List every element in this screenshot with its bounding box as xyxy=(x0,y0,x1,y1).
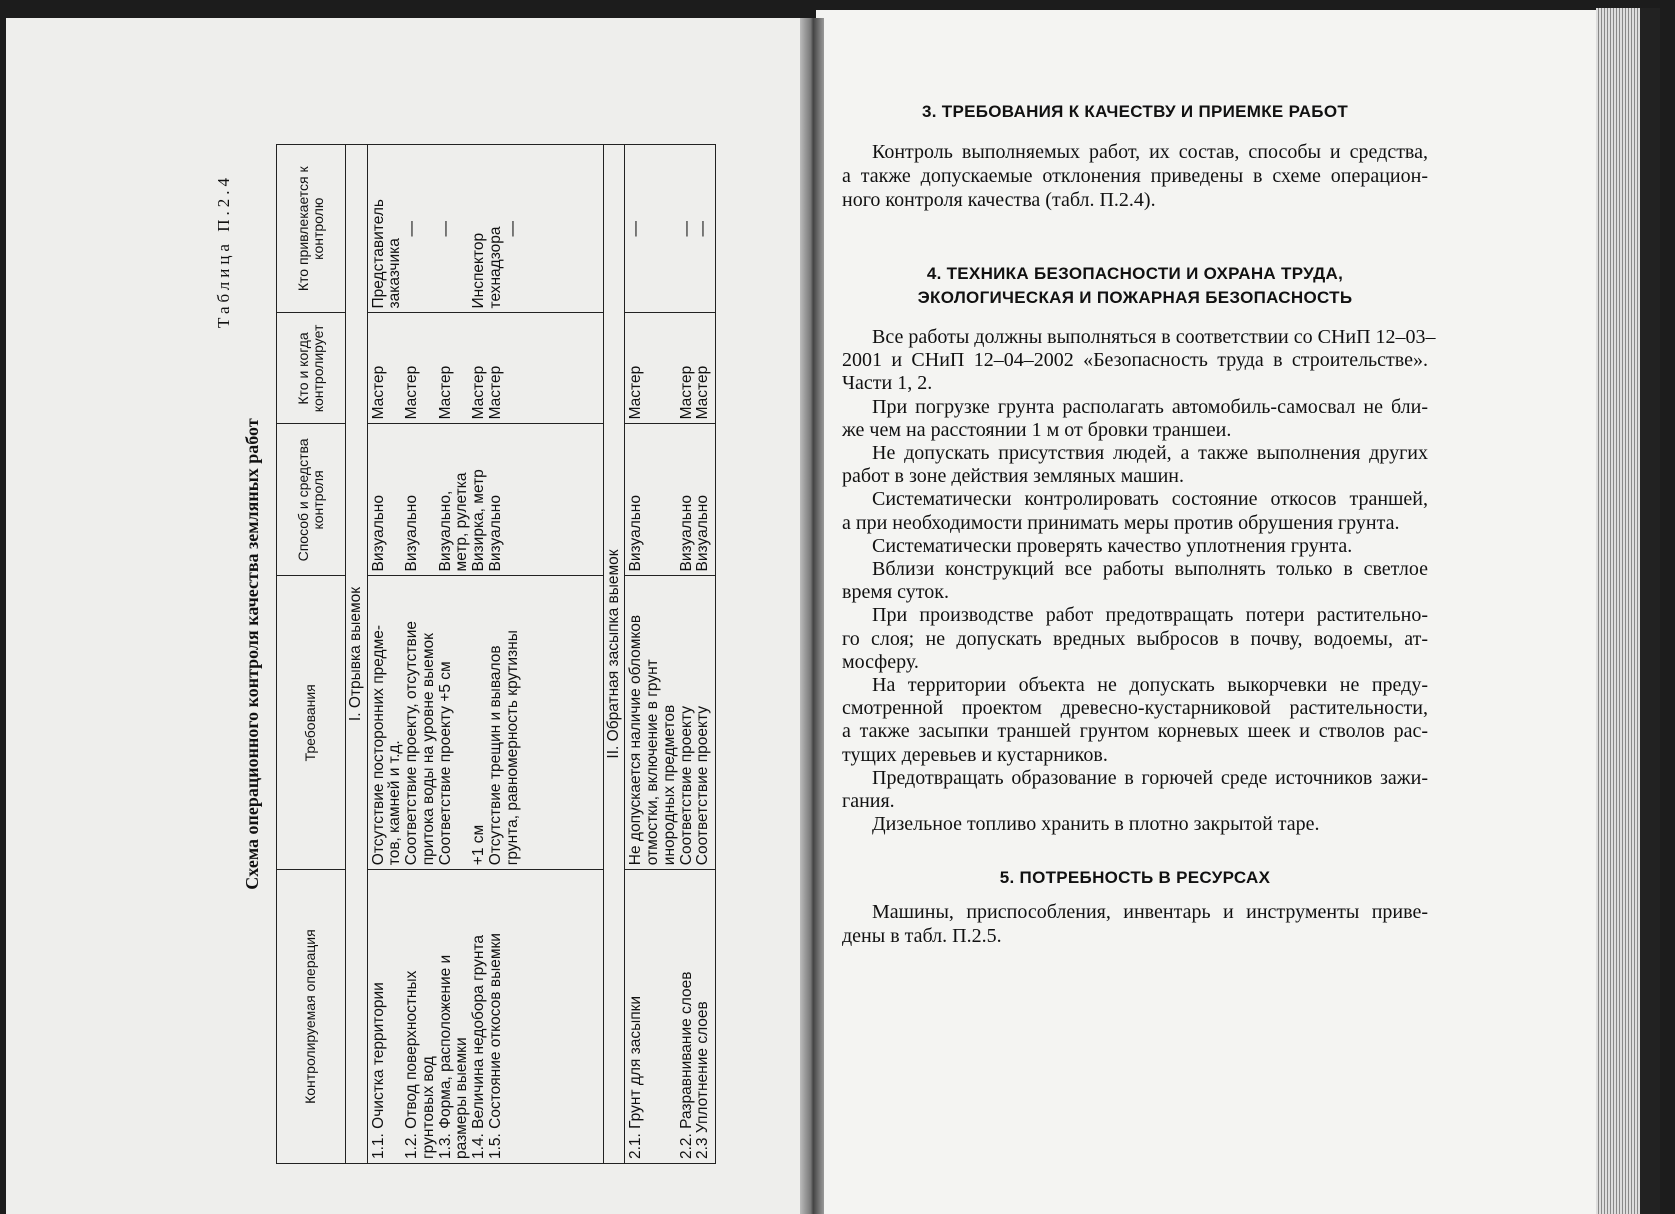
paragraph-line: Не допускать присутствия людей, а также выполнения других xyxy=(872,442,1428,465)
cell-line xyxy=(421,317,438,419)
operational-control-table xyxy=(276,144,716,1164)
cell-line: Представитель xyxy=(369,199,387,309)
cell-line: 2.3 Уплотнение слоев xyxy=(694,1001,712,1159)
cell-line xyxy=(454,149,471,308)
cell-line: 1.4. Величина недобора грунта xyxy=(470,934,488,1159)
section-4-title-line-1: 4. ТЕХНИКА БЕЗОПАСНОСТИ И ОХРАНА ТРУДА, xyxy=(926,264,1344,283)
table-cell-who-involved xyxy=(625,145,716,313)
cell-line: грунтовых вод xyxy=(419,1056,437,1159)
cell-line: отмостки, включение в грунт xyxy=(644,659,662,866)
table-cell-requirements xyxy=(625,576,716,870)
table-row xyxy=(625,145,716,1164)
cell-line: Мастер xyxy=(436,365,454,420)
paragraph-line: смотренной проектом древесно-кустарниковой растительности, xyxy=(842,697,1428,720)
cell-line: — xyxy=(503,221,521,237)
cell-line xyxy=(645,874,662,1159)
cell-line: Соответствие проекту, отсутствие xyxy=(403,620,421,866)
cell-line xyxy=(662,149,679,308)
cell-line: Визуально xyxy=(627,495,645,572)
paragraph-line: Все работы должны выполняться в соответствии со СНиП 12–03– xyxy=(872,326,1436,348)
cell-line: 1.3. Форма, расположение и xyxy=(436,954,454,1159)
cell-line xyxy=(662,317,679,419)
cell-line: — xyxy=(436,221,454,237)
paragraph-line: Части 1, 2. xyxy=(842,372,933,395)
cell-line xyxy=(387,317,404,419)
cell-line xyxy=(387,428,404,571)
section-5-title: 5. ПОТРЕБНОСТЬ В РЕСУРСАХ xyxy=(999,868,1271,888)
cell-line: Мастер xyxy=(627,365,645,420)
cell-line: 2.1. Грунт для засыпки xyxy=(627,995,645,1159)
paragraph-line: мосферу. xyxy=(842,650,919,673)
cell-line: Мастер xyxy=(486,365,504,420)
cell-line: технадзора xyxy=(486,226,504,309)
cell-line: Не допускается наличие обломков xyxy=(627,614,645,866)
rotated-table-block xyxy=(214,144,712,1164)
cell-line xyxy=(454,317,471,419)
table-caption: Таблица П.2.4 xyxy=(214,174,233,328)
paragraph-line: Машины, приспособления, инвентарь и инструменты приве- xyxy=(872,901,1428,924)
cell-line: Соответствие проекту +5 см xyxy=(436,661,454,866)
paragraph-line: гания. xyxy=(842,790,895,813)
table-cell-who-involved xyxy=(367,145,603,313)
paragraph-line: Систематически контролировать состояние откосов траншей, xyxy=(872,488,1428,511)
cell-line: — xyxy=(694,221,712,237)
cell-line: Визирка, метр xyxy=(470,469,488,572)
paragraph-line: ного контроля качества (табл. П.2.4). xyxy=(842,189,1156,211)
paragraph-line: тущих деревьев и кустарников. xyxy=(842,743,1108,766)
section-4-title-line-2: ЭКОЛОГИЧЕСКАЯ И ПОЖАРНАЯ БЕЗОПАСНОСТЬ xyxy=(917,288,1353,307)
cell-line: Мастер xyxy=(677,365,695,420)
table-cell-who-controls xyxy=(367,313,603,424)
table-cell-operations xyxy=(367,870,603,1164)
paragraph-line: время суток. xyxy=(842,581,949,604)
cell-line: — xyxy=(403,221,421,237)
cell-line: Визуально xyxy=(694,495,712,572)
section-5-body xyxy=(842,900,1428,948)
paragraph-line: а также засыпки траншей грунтом корневых шеек и стволов рас- xyxy=(842,720,1428,743)
header-who-controls: Кто и когда контролирует xyxy=(277,313,346,424)
paragraph-line: На территории объекта не допускать выкорчевки не преду- xyxy=(872,674,1428,697)
cell-line: Соответствие проекту xyxy=(677,706,695,866)
cell-line: Мастер xyxy=(694,365,712,420)
cell-line: размеры выемки xyxy=(453,1037,471,1159)
paragraph-line: 2001 и СНиП 12–04–2002 «Безопасность труда в строительстве». xyxy=(842,349,1428,372)
cell-line: Отсутствие трещин и вывалов xyxy=(486,645,504,866)
table-header-row xyxy=(277,145,346,1164)
table-section-row xyxy=(603,145,625,1164)
cell-line: грунта, равномерность крутизны xyxy=(503,630,521,866)
cell-line: Мастер xyxy=(403,365,421,420)
table-row xyxy=(367,145,603,1164)
table-title: Схема операционного контроля качества земляных работ xyxy=(242,418,262,890)
paragraph-line: Дизельное топливо хранить в плотно закрытой таре. xyxy=(872,813,1320,836)
table-section-title: II. Обратная засыпка выемок xyxy=(603,145,625,1164)
table-cell-methods xyxy=(367,424,603,576)
header-requirements: Требования xyxy=(277,576,346,870)
paragraph-line: При производстве работ предотвращать потери растительно- xyxy=(872,604,1428,627)
cell-line xyxy=(662,428,679,571)
cell-line xyxy=(662,874,679,1159)
paragraph-line: Вблизи конструкций все работы выполнять только в светлое xyxy=(872,558,1428,581)
cell-line: Визуально xyxy=(403,495,421,572)
table-cell-methods xyxy=(625,424,716,576)
cell-line: +1 см xyxy=(470,824,488,866)
cell-line: заказчика xyxy=(386,238,404,309)
cell-line xyxy=(387,874,404,1159)
paragraph-line: При погрузке грунта располагать автомобиль-самосвал не бли- xyxy=(872,395,1428,418)
cell-line: 1.2. Отвод поверхностных xyxy=(403,970,421,1159)
cell-line: притока воды на уровне выемок xyxy=(419,633,437,866)
cell-line: — xyxy=(677,221,695,237)
header-methods: Способ и средства контроля xyxy=(277,424,346,576)
paragraph-line: Предотвращать образование в горючей среде источников зажи- xyxy=(872,766,1428,789)
right-page-content xyxy=(842,82,1436,948)
cell-line xyxy=(645,149,662,308)
section-4-body xyxy=(842,326,1436,836)
cell-line: Визуально xyxy=(486,495,504,572)
paragraph-line: работ в зоне действия земляных машин. xyxy=(842,465,1185,488)
cell-line: Визуально xyxy=(369,495,387,572)
cell-line: 2.2. Разравнивание слоев xyxy=(677,971,695,1159)
paragraph-line: а также допускаемые отклонения приведены в схеме операцион- xyxy=(842,165,1428,187)
cell-line: Визуально xyxy=(677,495,695,572)
cell-line: тов, камней и т.д. xyxy=(386,740,404,866)
cell-line: 1.5. Состояние откосов выемки xyxy=(486,933,504,1159)
cell-line: Инспектор xyxy=(470,232,488,309)
paragraph-line: же чем на расстоянии 1 м от бровки траншеи. xyxy=(842,418,1232,441)
paragraph-line: дены в табл. П.2.5. xyxy=(842,925,1002,948)
cell-line xyxy=(454,580,471,865)
cell-line: инородных предметов xyxy=(660,704,678,866)
header-who-involved: Кто привлекается к контролю xyxy=(277,145,346,313)
paragraph-line: Контроль выполняемых работ, их состав, способы и средства, xyxy=(872,141,1428,163)
cell-line xyxy=(645,317,662,419)
cell-line: — xyxy=(627,221,645,237)
cell-line xyxy=(645,428,662,571)
table-cell-requirements xyxy=(367,576,603,870)
paragraph-line: го слоя; не допускать вредных выбросов в почву, водоемы, ат- xyxy=(842,627,1428,650)
cell-line: метр, рулетка xyxy=(453,472,471,572)
book-gutter xyxy=(800,18,824,1214)
table-section-title: I. Отрывка выемок xyxy=(346,145,368,1164)
cell-line: Соответствие проекту xyxy=(694,706,712,866)
table-cell-who-controls xyxy=(625,313,716,424)
cell-line xyxy=(421,149,438,308)
cell-line: Отсутствие посторонних предме- xyxy=(369,624,387,866)
paragraph-line: Систематически проверять качество уплотнения грунта. xyxy=(872,534,1353,557)
header-operation: Контролируемая операция xyxy=(277,870,346,1164)
paragraph-line: а при необходимости принимать меры против обрушения грунта. xyxy=(842,511,1400,534)
cell-line: 1.1. Очистка территории xyxy=(369,982,387,1159)
book-page-edges xyxy=(1596,8,1660,1214)
cell-line xyxy=(421,428,438,571)
table-cell-operations xyxy=(625,870,716,1164)
section-3-body xyxy=(842,140,1428,212)
section-3-title: 3. ТРЕБОВАНИЯ К КАЧЕСТВУ И ПРИЕМКЕ РАБОТ xyxy=(921,102,1349,121)
table-section-row xyxy=(346,145,368,1164)
cell-line: Мастер xyxy=(470,365,488,420)
cell-line: Мастер xyxy=(369,365,387,420)
cell-line: Визуально, xyxy=(436,490,454,572)
